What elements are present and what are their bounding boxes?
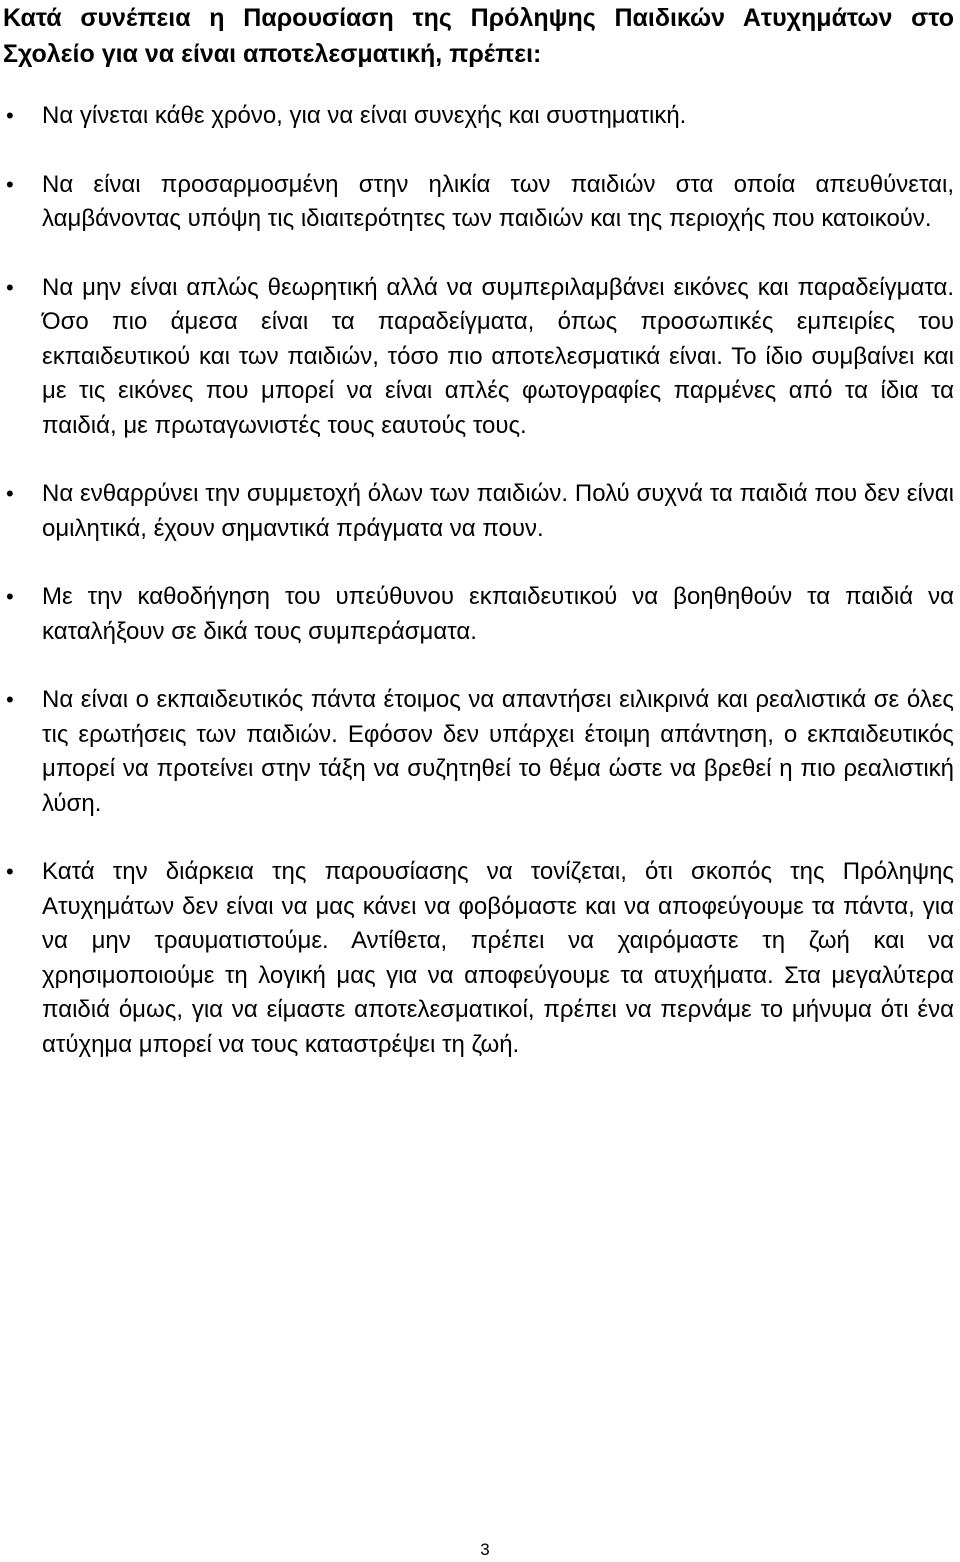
section-heading: Κατά συνέπεια η Παρουσίαση της Πρόληψης Παιδικών Ατυχημάτων στο Σχολείο για να είναι αποτελεσματική, πρέπει: (3, 4, 954, 68)
bullet-icon: • (6, 481, 14, 506)
list-item-text: Να είναι προσαρμοσμένη στην ηλικία των παιδιών στα οποία απευθύνεται, λαμβάνοντας υπόψη τις ιδιαιτερότητες των παιδιών και της περιοχής που κατοικούν. (42, 170, 954, 232)
bullet-icon: • (6, 274, 14, 300)
list-item (3, 855, 954, 1062)
bullet-icon: • (6, 103, 14, 128)
bullet-icon: • (6, 584, 14, 609)
list-item-text: Με την καθοδήγηση του υπεύθυνου εκπαιδευτικού να βοηθηθούν τα παιδιά να καταλήξουν σε δικά τους συμπεράσματα. (42, 583, 954, 645)
list-item-text: Να γίνεται κάθε χρόνο, για να είναι συνεχής και συστηματική. (42, 102, 687, 129)
bullet-icon: • (6, 171, 14, 197)
list-item (3, 580, 954, 649)
page-number: 3 (480, 1540, 490, 1559)
bullet-icon: • (6, 687, 14, 712)
list-item-text: Να ενθαρρύνει την συμμετοχή όλων των παιδιών. Πολύ συχνά τα παιδιά που δεν είναι ομιλητικά, έχουν σημαντικά πράγματα να πουν. (42, 480, 954, 542)
list-item-text: Να μην είναι απλώς θεωρητική αλλά να συμπεριλαμβάνει εικόνες και παραδείγματα. Όσο πιο άμεσα είναι τα παραδείγματα, όπως προσωπικές εμπειρίες του εκπαιδευτικού και των παιδιών, τόσο πιο αποτελεσματικά είναι. Το ίδιο συμβαίνει και με τις εικόνες που μπορεί να είναι απλές φωτογραφίες παρμένες από τα ίδια τα παιδιά, με πρωταγωνιστές τους εαυτούς τους. (42, 273, 954, 439)
list-item (3, 683, 954, 821)
list-item (3, 99, 954, 134)
bullet-icon: • (6, 859, 14, 884)
list-item-text: Κατά την διάρκεια της παρουσίασης να τονίζεται, ότι σκοπός της Πρόληψης Ατυχημάτων δεν είναι να μας κάνει να φοβόμαστε και να αποφεύγουμε τα πάντα, για να μην τραυματιστούμε. Αντίθετα, πρέπει να χαιρόμαστε τη ζωή και να χρησιμοποιούμε τη λογική μας για να αποφεύγουμε τα ατυχήματα. Στα μεγαλύτερα παιδιά όμως, για να είμαστε αποτελεσματικοί, πρέπει να περνάμε το μήνυμα ότι ένα ατύχημα μπορεί να τους καταστρέψει τη ζωή. (42, 858, 954, 1058)
list-item-text: Να είναι ο εκπαιδευτικός πάντα έτοιμος να απαντήσει ειλικρινά και ρεαλιστικά σε όλες τις ερωτήσεις των παιδιών. Εφόσον δεν υπάρχει έτοιμη απάντηση, ο εκπαιδευτικός μπορεί να προτείνει στην τάξη να συζητηθεί το θέμα ώστε να βρεθεί η πιο ρεαλιστική λύση. (42, 686, 954, 817)
bullet-list (3, 99, 954, 1062)
list-item (3, 271, 954, 444)
list-item (3, 168, 954, 237)
list-item (3, 477, 954, 546)
